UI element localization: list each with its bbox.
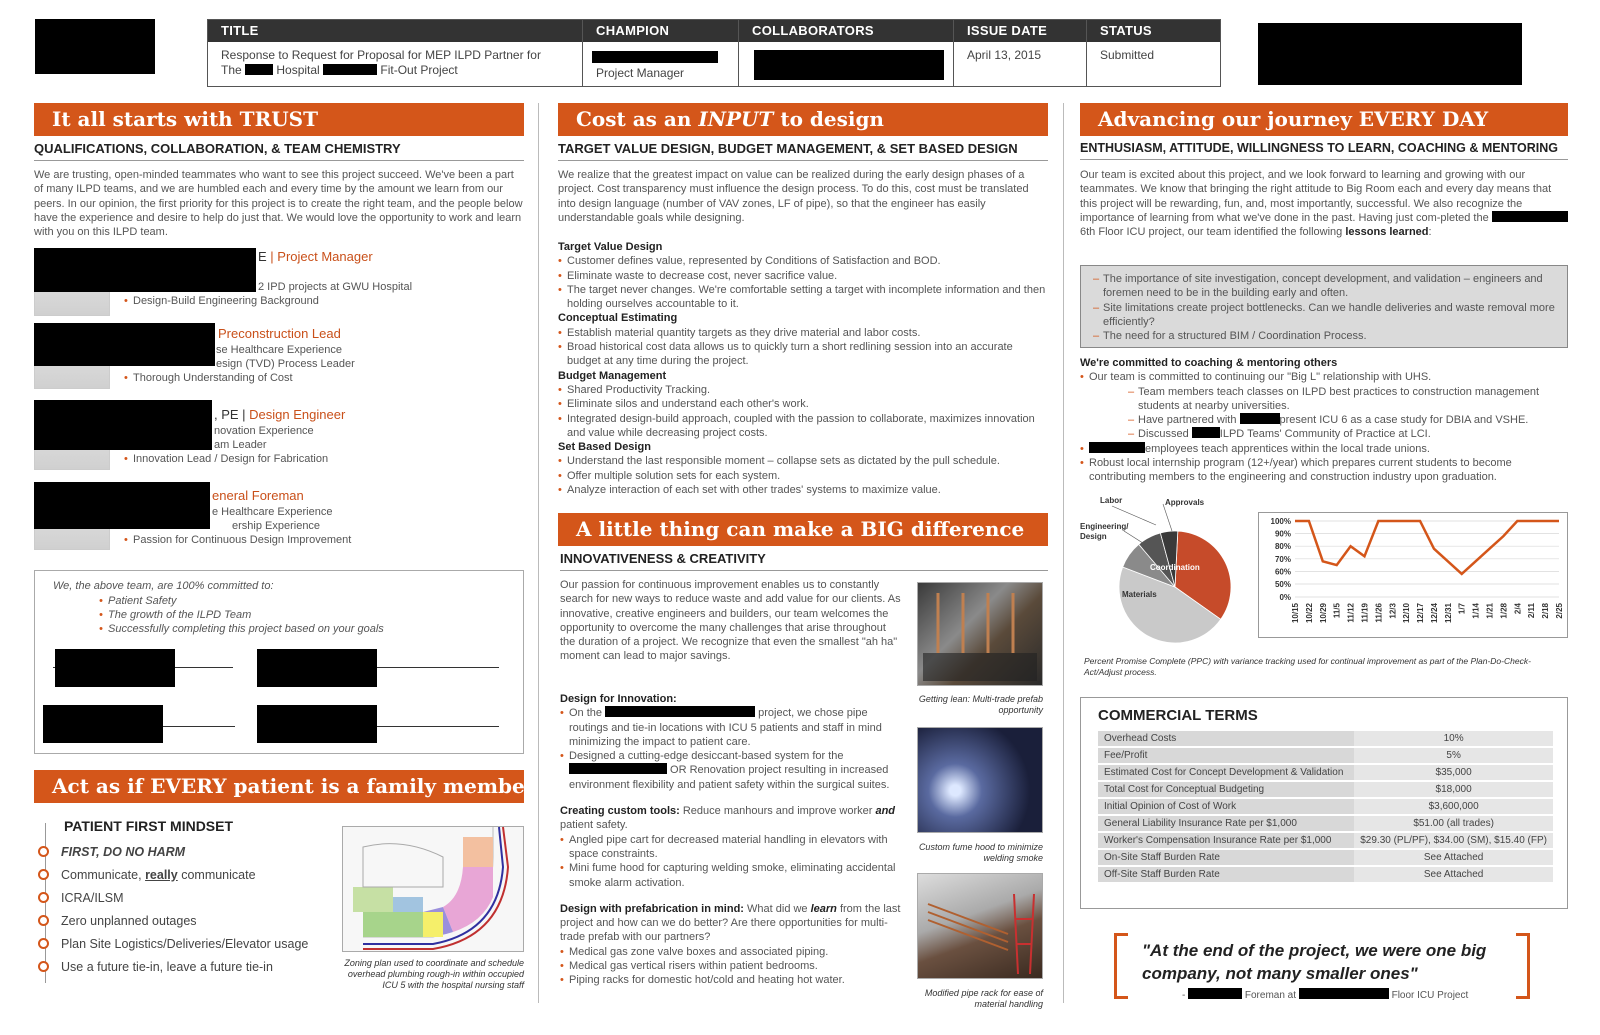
redacted-signature xyxy=(55,649,175,687)
sub-list-item: – Discussed ILPD Teams' Community of Practice at LCI. xyxy=(1128,427,1568,441)
terms-row xyxy=(1098,765,1553,780)
list-item: • The target never changes. We're comfortable setting a target with incomplete information and then holding ourselves accountable to it. xyxy=(558,283,1048,312)
patient-first-item: FIRST, DO NO HARM xyxy=(38,845,185,859)
zoning-plan-image xyxy=(342,826,524,952)
lessons-learned-box xyxy=(1080,265,1568,348)
section-title: Set Based Design xyxy=(558,441,651,454)
pipe-rack-caption: Modified pipe rack for ease of material handling xyxy=(924,988,1043,1009)
terms-row xyxy=(1098,867,1553,882)
team-detail: • Innovation Lead / Design for Fabrication xyxy=(124,452,328,466)
fume-hood-caption: Custom fume hood to minimize welding smoke xyxy=(918,842,1043,863)
issue-date-label: ISSUE DATE xyxy=(954,20,1086,42)
team-role: Design Engineer xyxy=(249,407,346,422)
line-chart-frame xyxy=(1258,512,1568,638)
sub-list-item: – Team members teach classes on ILPD best practices to construction management students at nearby universities. xyxy=(1128,385,1568,414)
redacted-signature xyxy=(43,705,163,743)
terms-value: $3,600,000 xyxy=(1354,799,1553,814)
commitment-title: We, the above team, are 100% committed to: xyxy=(53,580,274,592)
x-tick-label: 11/12 xyxy=(1346,603,1356,623)
x-tick-label: 12/17 xyxy=(1416,603,1426,624)
commercial-terms-box xyxy=(1080,697,1568,909)
terms-value: $29.30 (PL/PF), $34.00 (SM), $15.40 (FP) xyxy=(1354,833,1553,848)
team-detail: • Thorough Understanding of Cost xyxy=(124,371,293,385)
x-tick-label: 12/3 xyxy=(1388,603,1398,619)
journey-banner: Advancing our journey EVERY DAY xyxy=(1080,103,1568,136)
y-tick-label: 0% xyxy=(1279,593,1291,602)
cost-sections xyxy=(558,240,1048,497)
coaching-section xyxy=(1080,356,1568,485)
terms-label: Overhead Costs xyxy=(1098,731,1354,746)
lesson-item: – The importance of site investigation, concept development, and validation – engineers and foremen need to be in the building early and often. xyxy=(1093,272,1563,301)
list-item: • Analyze interaction of each set with other trades' systems to maximize value. xyxy=(558,483,1048,497)
terms-value: 10% xyxy=(1354,731,1553,746)
team-role: eneral Foreman xyxy=(212,488,304,503)
patient-first-item: Use a future tie-in, leave a future tie-in xyxy=(38,960,273,974)
team-detail: • Passion for Continuous Design Improvement xyxy=(124,533,351,547)
trust-banner: It all starts with TRUST xyxy=(34,103,524,136)
x-tick-label: 10/15 xyxy=(1291,603,1300,624)
list-item: • On the project, we chose pipe routings and tie-in locations with ICU 5 patients and staff in mind minimizing the impact to patient care. xyxy=(560,706,902,749)
terms-label: Off-Site Staff Burden Rate xyxy=(1098,867,1354,882)
x-tick-label: 12/24 xyxy=(1429,603,1439,624)
trust-subhead: QUALIFICATIONS, COLLABORATION, & TEAM CHEMISTRY xyxy=(34,141,524,161)
terms-value: See Attached xyxy=(1354,850,1553,865)
list-item: • Integrated design-build approach, coupled with the passion to collaborate, maximizes innovation and value while decreasing project costs. xyxy=(558,412,1048,441)
list-item: • Robust local internship program (12+/year) which prepares current students to become contributing members to the engineering and construction industry upon graduation. xyxy=(1080,456,1568,485)
prefab-photo xyxy=(917,582,1043,686)
terms-value: $18,000 xyxy=(1354,782,1553,797)
terms-row xyxy=(1098,748,1553,763)
terms-row xyxy=(1098,799,1553,814)
x-tick-label: 11/5 xyxy=(1332,603,1342,619)
family-subhead: PATIENT FIRST MINDSET xyxy=(64,818,234,834)
x-tick-label: 1/7 xyxy=(1457,603,1467,615)
column-divider xyxy=(538,103,539,1003)
list-item: • Offer multiple solution sets for each system. xyxy=(558,469,1048,483)
journey-subhead: ENTHUSIASM, ATTITUDE, WILLINGNESS TO LEARN, COACHING & MENTORING xyxy=(1080,141,1568,160)
list-item: • Understand the last responsible moment – collapse sets as dictated by the pull schedule. xyxy=(558,454,1048,468)
section-title: Conceptual Estimating xyxy=(558,312,678,325)
trust-intro: We are trusting, open-minded teammates who want to see this project succeed. We've been a part of many ILPD teams, and we are humbled each and every time by the amount we learn from our peers. In our opinion, the first priority for this project is to create the right team, and the people below have the experience and desire to help do just that. We would love the opportunity to work and learn with you on this ILPD team. xyxy=(34,169,523,239)
title-label: TITLE xyxy=(208,20,582,42)
team-detail: • Design-Build Engineering Background xyxy=(124,294,319,308)
terms-label: On-Site Staff Burden Rate xyxy=(1098,850,1354,865)
x-tick-label: 12/10 xyxy=(1402,603,1412,624)
little-banner: A little thing can make a BIG difference xyxy=(558,513,1048,546)
x-tick-label: 12/31 xyxy=(1443,603,1453,624)
y-tick-label: 100% xyxy=(1270,517,1291,526)
list-item: • Eliminate silos and understand each other's work. xyxy=(558,397,1048,411)
header-table xyxy=(207,19,1221,87)
terms-label: Fee/Profit xyxy=(1098,748,1354,763)
redacted-signature xyxy=(257,705,377,743)
title-column xyxy=(208,20,583,86)
innovation-details: Design for Innovation: • On the project, we chose pipe routings and tie-in locations with ICU 5 patients and staff in mind minimizing the impact to patient care. • Designed a cutting-edge desiccant-based system for the OR Renovation project resulting in increased environment flexibility and patient safety within the surgical suites. Creating custom tools: Reduce manhours and improve worker and patient safety. • Angled pipe cart for decreased material handling in elevators with space constraints. • Mini fume hood for capturing welding smoke, eliminating accidental smoke alarm activation. Design with prefabrication in mind: What did we learn from the last project and how can we do better? Are there opportunities for multi-trade prefab with our partners? • Medical gas zone valve boxes and associated piping. • Medical gas vertical risers within patient bedrooms. • Piping racks for domestic hot/cold and heating hot water. xyxy=(560,692,902,988)
y-tick-label: 50% xyxy=(1274,580,1291,589)
commercial-terms-table xyxy=(1098,729,1553,884)
terms-value: $51.00 (all trades) xyxy=(1354,816,1553,831)
prefab-caption: Getting lean: Multi-trade prefab opportunity xyxy=(918,694,1043,715)
patient-first-item: Plan Site Logistics/Deliveries/Elevator usage xyxy=(38,937,308,951)
list-item: • Establish material quantity targets as they drive material and labor costs. xyxy=(558,326,1048,340)
family-banner: Act as if EVERY patient is a family member xyxy=(34,770,524,803)
terms-value: See Attached xyxy=(1354,867,1553,882)
quote-bracket-left xyxy=(1114,933,1128,999)
y-tick-label: 80% xyxy=(1274,542,1291,552)
patient-first-item: Communicate, really communicate xyxy=(38,868,256,882)
x-tick-label: 11/26 xyxy=(1374,603,1384,623)
y-tick-label: 90% xyxy=(1274,529,1291,539)
x-tick-label: 2/25 xyxy=(1555,603,1564,619)
terms-row xyxy=(1098,731,1553,746)
issue-date-column xyxy=(954,20,1087,86)
lesson-item: – Site limitations create project bottlenecks. Can we handle deliveries and waste removal more efficiently? xyxy=(1093,301,1563,330)
terms-row xyxy=(1098,833,1553,848)
cost-banner: Cost as an INPUT to design xyxy=(558,103,1048,136)
team-detail: e Healthcare Experience xyxy=(212,506,333,518)
little-subhead: INNOVATIVENESS & CREATIVITY xyxy=(560,551,1048,571)
redacted-logo-left xyxy=(35,19,155,74)
team-detail: novation Experience xyxy=(214,425,314,437)
list-item: • Shared Productivity Tracking. xyxy=(558,383,1048,397)
champion-label: CHAMPION xyxy=(583,20,738,42)
chart-caption: Percent Promise Complete (PPC) with variance tracking used for continual improvement as part of the Plan-Do-Check-Act/Adjust process. xyxy=(1084,656,1531,677)
cost-intro: We realize that the greatest impact on value can be realized during the early design phases of a project. Cost transparency must influence the design process. To do this, cost must be translated into design language (number of VAV zones, LF of pipe), so that the engineer has easily understandable goals while designing. xyxy=(558,169,1029,224)
champion-value: Project Manager xyxy=(596,66,685,80)
pie-label: Coordination xyxy=(1150,563,1200,572)
pie-label: Engineering/ xyxy=(1080,522,1129,531)
terms-label: Estimated Cost for Concept Development & Validation xyxy=(1098,765,1354,780)
pie-label: Materials xyxy=(1122,590,1157,599)
commitment-item: • The growth of the ILPD Team xyxy=(99,608,384,622)
terms-label: Initial Opinion of Cost of Work xyxy=(1098,799,1354,814)
team-role: | Project Manager xyxy=(270,249,373,264)
list-item: • Broad historical cost data allows us to quickly turn a short redlining session into an accurate budget at any time during the project. xyxy=(558,340,1048,369)
team-detail: 2 IPD projects at GWU Hospital xyxy=(258,281,413,293)
x-tick-label: 1/21 xyxy=(1485,603,1495,619)
team-detail: esign (TVD) Process Leader xyxy=(216,358,355,370)
patient-first-item: Zero unplanned outages xyxy=(38,914,197,928)
collaborators-label: COLLABORATORS xyxy=(739,20,953,42)
pie-label: Design xyxy=(1080,532,1107,541)
column-divider xyxy=(1063,103,1064,1003)
quote-attribution: - Foreman at Floor ICU Project xyxy=(1182,990,1469,1001)
section-title: We're committed to coaching & mentoring others xyxy=(1080,357,1338,369)
list-item: • Medical gas zone valve boxes and associated piping. xyxy=(560,945,902,959)
pie-chart xyxy=(1080,496,1250,655)
team-role: Preconstruction Lead xyxy=(218,326,341,341)
team-detail: se Healthcare Experience xyxy=(216,344,342,356)
status-value: Submitted xyxy=(1100,48,1155,62)
terms-label: Worker's Compensation Insurance Rate per $1,000 xyxy=(1098,833,1354,848)
section-title: Target Value Design xyxy=(558,241,663,253)
x-tick-label: 10/29 xyxy=(1318,603,1328,624)
pie-label: Labor xyxy=(1100,496,1123,505)
list-item: • Designed a cutting-edge desiccant-based system for the OR Renovation project resulting in increased environment flexibility and patient safety within the surgical suites. xyxy=(560,749,902,792)
section-title: Budget Management xyxy=(558,369,667,382)
status-label: STATUS xyxy=(1087,20,1220,42)
list-item: • Angled pipe cart for decreased material handling in elevators with space constraints. xyxy=(560,833,902,862)
redacted-signature xyxy=(257,649,377,687)
y-tick-label: 70% xyxy=(1274,554,1291,564)
y-tick-label: 60% xyxy=(1274,567,1291,577)
x-tick-label: 2/11 xyxy=(1527,603,1537,619)
title-value: Response to Request for Proposal for MEP ILPD Partner for The Hospital Fit-Out Project xyxy=(221,48,541,77)
list-item: • employees teach apprentices within the local trade unions. xyxy=(1080,442,1568,456)
x-tick-label: 1/14 xyxy=(1471,603,1481,619)
list-item: • Piping racks for domestic hot/cold and heating hot water. xyxy=(560,973,902,987)
line-chart xyxy=(1259,513,1567,637)
redacted-logo-right xyxy=(1258,23,1522,85)
status-column xyxy=(1087,20,1220,86)
section-title: Design for Innovation: xyxy=(560,693,677,705)
champion-column xyxy=(583,20,739,86)
list-item: • Mini fume hood for capturing welding smoke, eliminating accidental smoke alarm activation. xyxy=(560,861,902,890)
commitment-item: • Patient Safety xyxy=(99,594,384,608)
collaborators-column xyxy=(739,20,954,86)
journey-intro: Our team is excited about this project, and we look forward to learning and growing with our teammates. We know that bringing the right attitude to Big Room each and every day means that this project will be rewarding, fun, and, most importantly, successful. We also recognize the importance of learning from what we've done in the past. Having just com-pleted the 6th Floor ICU project, our team identified the following lessons learned: xyxy=(1080,168,1568,239)
innovation-intro: Our passion for continuous improvement enables us to constantly search for new ways to reduce waste and add value for our clients. As innovative, creative engineers and builders, our team welcomes the opportunity to overcome the many challenges that arise throughout the duration of a project. We recognize that even the smallest "ah ha" moment can lead to major savings. xyxy=(560,579,901,663)
list-item: • Medical gas vertical risers within patient bedrooms. xyxy=(560,959,902,973)
commitment-item: • Successfully completing this project based on your goals xyxy=(99,622,384,636)
list-item: • Eliminate waste to decrease cost, never sacrifice value. xyxy=(558,269,1048,283)
team-detail: ership Experience xyxy=(232,520,321,532)
issue-date-value: April 13, 2015 xyxy=(967,48,1042,62)
x-tick-label: 1/28 xyxy=(1499,603,1509,619)
terms-row xyxy=(1098,782,1553,797)
x-tick-label: 2/18 xyxy=(1541,603,1551,619)
team-detail: am Leader xyxy=(214,439,267,451)
terms-label: Total Cost for Conceptual Budgeting xyxy=(1098,782,1354,797)
terms-row xyxy=(1098,850,1553,865)
fume-hood-photo xyxy=(917,727,1043,833)
x-tick-label: 10/22 xyxy=(1304,603,1314,624)
sub-list-item: – Have partnered with present ICU 6 as a case study for DBIA and VSHE. xyxy=(1128,413,1568,427)
commitment-box xyxy=(34,570,524,754)
list-item: • Customer defines value, represented by Conditions of Satisfaction and BOD. xyxy=(558,254,1048,268)
pipe-rack-photo xyxy=(917,873,1043,979)
lesson-item: – The need for a structured BIM / Coordination Process. xyxy=(1093,329,1563,343)
pie-label: Approvals xyxy=(1165,498,1205,507)
x-tick-label: 2/4 xyxy=(1513,603,1523,615)
terms-value: 5% xyxy=(1354,748,1553,763)
terms-row xyxy=(1098,816,1553,831)
patient-first-item: ICRA/ILSM xyxy=(38,891,124,905)
x-tick-label: 11/19 xyxy=(1360,603,1370,623)
list-item: • Our team is committed to continuing our "Big L" relationship with UHS. xyxy=(1080,370,1568,384)
testimonial-quote: "At the end of the project, we were one big company, not many smaller ones" xyxy=(1142,941,1487,983)
terms-label: General Liability Insurance Rate per $1,000 xyxy=(1098,816,1354,831)
cost-subhead: TARGET VALUE DESIGN, BUDGET MANAGEMENT, & SET BASED DESIGN xyxy=(558,141,1048,161)
zoning-plan-caption: Zoning plan used to coordinate and schedule overhead plumbing rough-in within occupied ICU 5 with the hospital nursing staff xyxy=(344,958,524,990)
terms-value: $35,000 xyxy=(1354,765,1553,780)
commercial-terms-title: COMMERCIAL TERMS xyxy=(1098,707,1258,724)
